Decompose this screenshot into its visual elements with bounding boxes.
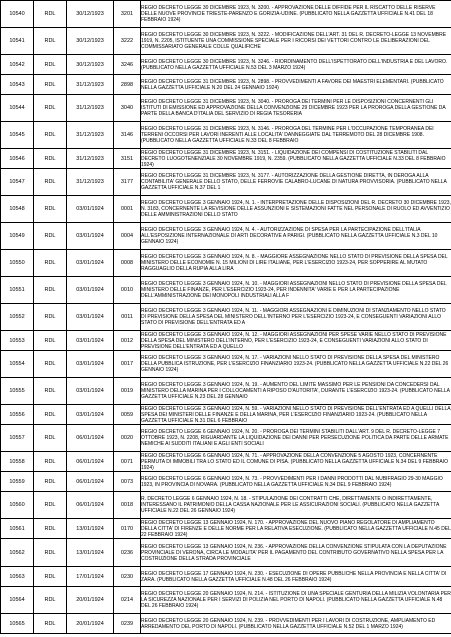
decree-description-cell bbox=[141, 169, 451, 196]
table-row bbox=[1, 95, 451, 122]
decree-description: REGIO DECRETO LEGGE 31 DICEMBRE 1923, N. 3151. - LIQUIDAZIONE DEI COMPENSI DI COSTITUZIONE STABILITI DAL DECRETO LUOGOTENENZIALE 30 NOVEMBRE 1919, N. 2359. (PUBBLICATO NELLA GAZZETTA UFFICIALE N.33 DEL 8 FEBBRAIO 1924) bbox=[141, 149, 446, 168]
decree-description: REGIO DECRETO LEGGE 6 GENNAIO 1924, N. 71. - APPROVAZIONE DELLA CONVENZIONE 5 AGOSTO 1923, CONCERNENTE PERMUTA DI IMMOBILI TRA LO STATO ED IL COMUNE DI PISA. (PUBBLICATO NELLA GAZZETTA UFFICIALE N.34 DEL 9 FEBBRAIO 1924) bbox=[141, 452, 449, 471]
decree-page: 0239 bbox=[114, 614, 141, 634]
table-row bbox=[1, 1, 451, 28]
decree-page: 0170 bbox=[114, 519, 141, 539]
decree-date: 30/12/1923 bbox=[67, 55, 114, 75]
decree-date: 03/01/1924 bbox=[67, 405, 114, 425]
decree-description-cell bbox=[141, 587, 451, 614]
decree-type: RDL bbox=[34, 425, 67, 452]
decree-date: 06/01/1924 bbox=[67, 425, 114, 452]
decree-page: 0012 bbox=[114, 331, 141, 351]
decree-type: RDL bbox=[34, 149, 67, 169]
decree-type: RDL bbox=[34, 277, 67, 304]
decree-description: REGIO DECRETO LEGGE 20 GENNAIO 1924, N. 214. - ISTITUZIONE DI UNA SPECIALE GENTURIA DELLA MILIZIA VOLONTARIA PER LA SICUREZZA NAZIONALE PER I SERVIZI DI POLIZIA NEL PORTO DI NAPOLI. (PUBBLICATO NELLA GAZZETTA UFFICIALE N.48 DEL 26 FEBBRAIO 1924) bbox=[141, 591, 451, 609]
decree-number: 10560 bbox=[1, 492, 34, 519]
decree-page: 0059 bbox=[114, 405, 141, 425]
decree-number: 10552 bbox=[1, 304, 34, 331]
decree-type: RDL bbox=[34, 587, 67, 614]
decree-description-cell bbox=[141, 405, 451, 425]
decree-description-cell bbox=[141, 472, 451, 492]
decree-date: 06/01/1924 bbox=[67, 452, 114, 472]
decree-page: 0001 bbox=[114, 196, 141, 223]
decree-description-cell bbox=[141, 250, 451, 277]
decree-type: RDL bbox=[34, 519, 67, 539]
decree-description: REGIO DECRETO LEGGE 17 GENNAIO 1924, N. 230. - ESECUZIONE DI OPERE PUBBLICHE NELLA PROVINCIA E NELLA CITTA' DI ZARA. (PUBBLICATO NELLA GAZZETTA UFFICIALE N.48 DEL 26 FEBBRAIO 1924) bbox=[141, 570, 447, 583]
decree-number: 10553 bbox=[1, 331, 34, 351]
table-row bbox=[1, 196, 451, 223]
decree-type: RDL bbox=[34, 250, 67, 277]
decree-date: 03/01/1924 bbox=[67, 378, 114, 405]
decree-number: 10551 bbox=[1, 277, 34, 304]
decree-type: RDL bbox=[34, 567, 67, 587]
decree-number: 10540 bbox=[1, 1, 34, 28]
decree-description-cell bbox=[141, 55, 451, 75]
decree-description-cell bbox=[141, 223, 451, 250]
decree-page: 0236 bbox=[114, 539, 141, 567]
decree-page: 3040 bbox=[114, 95, 141, 122]
decree-description: REGIO DECRETO LEGGE 3 GENNAIO 1924, N. 12. - MAGGIORI ASSEGNAZIONI PER SPESE VARIE NELLO STATO DI PREVISIONE DELLA SPESA DEL MINISTERO DELL'INTERNO, PER L'ESERCIZIO 1923-24, E CONSEGUENTI VARIAZIONI ALLO STATO DI PREVISIONE DELL'ENTRATA ED A QUELLO bbox=[141, 331, 447, 350]
decree-description-cell bbox=[141, 567, 451, 587]
decree-date: 20/01/1924 bbox=[67, 614, 114, 634]
decree-description-cell bbox=[141, 1, 451, 28]
decree-number: 10555 bbox=[1, 378, 34, 405]
decree-description-cell bbox=[141, 351, 451, 378]
decree-description: REGIO DECRETO LEGGE 31 DICEMBRE 1923, N. 3177. - AUTORIZZAZIONE DELLA GESTIONE DIRETTA, IN DEROGA ALLA CONTABILITA' GENERALE DELLO STATO, DELLE FERROVIE CALABRO-LUCANE DI NATURA PROVVISORIA. (PUBBLICATO NELLA GAZZETTA UFFICIALE N.37 DEL 1 bbox=[141, 173, 447, 191]
table-row bbox=[1, 614, 451, 634]
decree-date: 06/01/1924 bbox=[67, 472, 114, 492]
decree-description: REGIO DECRETO LEGGE 3 GENNAIO 1924, N. 1. - INTERPRETAZIONE DELLE DISPOSIZIONI DEL R. DECRETO 30 DICEMBRE 1923, N. 3183, CONCERNENTE LA REVISIONE DELLE ASSUNZIONI E SISTEMAZIONI FATTE NEL PERSONALE DI RUOLO ED AVVENTIZIO DELLE AMMINISTRAZIONI DELLO STATO bbox=[141, 200, 451, 218]
decree-type: RDL bbox=[34, 405, 67, 425]
decree-date: 03/01/1924 bbox=[67, 223, 114, 250]
decree-description-cell bbox=[141, 378, 451, 405]
decree-number: 10565 bbox=[1, 614, 34, 634]
decree-type: RDL bbox=[34, 472, 67, 492]
table-row bbox=[1, 277, 451, 304]
decree-description-cell bbox=[141, 331, 451, 351]
decree-date: 03/01/1924 bbox=[67, 331, 114, 351]
decree-description-cell bbox=[141, 539, 451, 567]
decree-date: 31/12/1923 bbox=[67, 122, 114, 149]
decree-description: REGIO DECRETO LEGGE 31 DICEMBRE 1923, N. 3146. - PROROGA DEL TERMINE PER L'OCCUPAZIONE TEMPORANEA DEI TERRENI OCCORSI PER LAVORI INERENTI ALLE LOCALITA' DANNEGGIATE DAL TERREMOTO DEL 28 DICEMBRE 1908. (PUBBLICATO NELLA GAZZETTA UFFICIALE N.33 DEL 8 FEBBRAIO bbox=[141, 126, 434, 144]
decree-description: REGIO DECRETO LEGGE 30 DICEMBRE 1923, N. 3246. - RIORDINAMENTO DELL'ISPETTORATO DELL'INDUSTRIA E DEL LAVORO. (PUBBLICATO NELLA GAZZETTA UFFICIALE N.53 DEL 3 MARZO 1924) bbox=[141, 58, 448, 71]
decree-description-cell bbox=[141, 28, 451, 55]
decree-page: 0010 bbox=[114, 277, 141, 304]
decree-number: 10557 bbox=[1, 425, 34, 452]
decree-description: REGIO DECRETO LEGGE 3 GENNAIO 1924, N. 8. - MAGGIORE ASSEGNAZIONE NELLO STATO DI PREVISIONE DELLA SPESA DEL MINISTERO DELLE ECONOMIE N. 15 MILIONI DI LIRE ITALIANE, PER L'ESERCIZIO 1923-24, PER SOPPERIRE AL MUTATO RAGGUAGLIO DELLA RUPIA ALLA LIRA bbox=[141, 254, 448, 272]
decree-description-cell bbox=[141, 277, 451, 304]
decree-description: REGIO DECRETO LEGGE 6 GENNAIO 1924, N. 73. - PROVVEDIMENTI PER I DANNI PRODOTTI DAL NUBIFRAGIO 29-30 MAGGIO 1923, IN PROVINCIA DI NOVARA. (PUBBLICATO NELLA GAZZETTA UFFICIALE N.34 DEL 9 FEBBRAIO 1924) bbox=[141, 475, 443, 488]
decree-description-cell bbox=[141, 75, 451, 95]
decree-type: RDL bbox=[34, 614, 67, 634]
decree-number: 10546 bbox=[1, 149, 34, 169]
table-row bbox=[1, 351, 451, 378]
decree-description: R. DECRETO LEGGE 6 GENNAIO 1924, N. 18. - STIPULAZIONE DEI CONTRATTI CHE, DIRETTAMENTE O INDIRETTAMENTE, INTERESSANO IL PATRIMONIO DELLA CASSA NAZIONALE PER LE ASSICURAZIONI SOCIALI. (PUBBLICATO NELLA GAZZETTA UFFICIALE N.22 DEL 26 GENNAIO 1924) bbox=[141, 496, 440, 514]
decree-date: 13/01/1924 bbox=[67, 539, 114, 567]
decree-page: 3246 bbox=[114, 55, 141, 75]
decree-page: 0020 bbox=[114, 425, 141, 452]
decree-date: 17/01/1924 bbox=[67, 567, 114, 587]
decree-page: 0017 bbox=[114, 351, 141, 378]
decree-type: RDL bbox=[34, 351, 67, 378]
decree-description: REGIO DECRETO LEGGE 6 GENNAIO 1924, N. 20. - PROROGA DEI TERMINI STABILITI DALL'ART. 9 DEL R. DECRETO-LEGGE 7 OTTOBRE 1923, N. 2208, RIGUARDANTE LA LIQUIDAZIONE DEI DANNI PER PERSECUZIONE POLITICA DA PARTE DELLE ARMATE NEMICHE AI SUDDITI ITALIANI E AGLI ENTI SOCIALI bbox=[141, 429, 449, 447]
decree-number: 10562 bbox=[1, 539, 34, 567]
decree-date: 03/01/1924 bbox=[67, 304, 114, 331]
decree-page: 0214 bbox=[114, 587, 141, 614]
decree-page: 0011 bbox=[114, 304, 141, 331]
table-row bbox=[1, 492, 451, 519]
decree-date: 03/01/1924 bbox=[67, 277, 114, 304]
decree-type: RDL bbox=[34, 331, 67, 351]
decree-date: 20/01/1924 bbox=[67, 587, 114, 614]
decree-type: RDL bbox=[34, 75, 67, 95]
decree-number: 10564 bbox=[1, 587, 34, 614]
table-row bbox=[1, 378, 451, 405]
decree-date: 31/12/1923 bbox=[67, 95, 114, 122]
decree-description-cell bbox=[141, 95, 451, 122]
decree-number: 10554 bbox=[1, 351, 34, 378]
decree-date: 03/01/1924 bbox=[67, 351, 114, 378]
table-row bbox=[1, 55, 451, 75]
decree-type: RDL bbox=[34, 539, 67, 567]
decree-description: REGIO DECRETO LEGGE 20 GENNAIO 1924, N. 239. - PROVVEDIMENTI PER I LAVORI DI COSTRUZIONE, AMPLIAMENTO ED ARREDAMENTO DEL PORTO DI NAPOLI. (PUBBLICATO NELLA GAZZETTA UFFICIALE N.52 DEL 1 MARZO 1924) bbox=[141, 617, 436, 630]
table-row bbox=[1, 405, 451, 425]
table-row bbox=[1, 587, 451, 614]
decree-type: RDL bbox=[34, 122, 67, 149]
decree-number: 10544 bbox=[1, 95, 34, 122]
decree-description-cell bbox=[141, 122, 451, 149]
decree-date: 30/12/1923 bbox=[67, 1, 114, 28]
decree-description-cell bbox=[141, 196, 451, 223]
decree-page: 3222 bbox=[114, 28, 141, 55]
decree-description-cell bbox=[141, 149, 451, 169]
decree-page: 3146 bbox=[114, 122, 141, 149]
decree-number: 10556 bbox=[1, 405, 34, 425]
decree-page: 0004 bbox=[114, 223, 141, 250]
decree-description: REGIO DECRETO LEGGE 30 DICEMBRE 1923, N. 3222. - MODIFICAZIONE DELL'ART. 31 DEL R. DECRETO-LEGGE 13 NOVEMBRE 1919, N. 2205, ISTITUENTE UNA COMMISSIONE SPECIALE PER I RICORSI DEI VETTORI CONTRO LE DELIBERAZIONI DEL COMMISSARIATO GENERALE COLLE QUALIFICHE bbox=[141, 32, 447, 50]
decree-description-cell bbox=[141, 492, 451, 519]
decree-type: RDL bbox=[34, 1, 67, 28]
table-row bbox=[1, 250, 451, 277]
decree-type: RDL bbox=[34, 452, 67, 472]
table-row bbox=[1, 223, 451, 250]
decree-number: 10548 bbox=[1, 196, 34, 223]
decree-number: 10550 bbox=[1, 250, 34, 277]
decree-page: 0230 bbox=[114, 567, 141, 587]
table-row bbox=[1, 149, 451, 169]
table-row bbox=[1, 331, 451, 351]
decree-number: 10559 bbox=[1, 472, 34, 492]
table-row bbox=[1, 472, 451, 492]
decree-type: RDL bbox=[34, 196, 67, 223]
decree-description: REGIO DECRETO LEGGE 13 GENNAIO 1924, N. 170. - APPROVAZIONE DEL NUOVO PIANO REGOLATORE DI AMPLIAMENTO DELLA CITTA' DI FIRENZE E DELLE NORME PER LA RELATIVA ESECUZIONE. (PUBBLICATO NELLA GAZZETTA UFFICIALE N.45 DEL 22 FEBBRAIO 1924) bbox=[141, 519, 451, 538]
decree-number: 10563 bbox=[1, 567, 34, 587]
table-row bbox=[1, 567, 451, 587]
decree-date: 03/01/1924 bbox=[67, 250, 114, 277]
decree-type: RDL bbox=[34, 378, 67, 405]
decree-date: 31/12/1923 bbox=[67, 149, 114, 169]
decree-number: 10558 bbox=[1, 452, 34, 472]
table-row bbox=[1, 75, 451, 95]
decree-page: 3151 bbox=[114, 149, 141, 169]
table-row bbox=[1, 28, 451, 55]
decree-page: 0071 bbox=[114, 452, 141, 472]
table-row bbox=[1, 122, 451, 149]
decree-number: 10541 bbox=[1, 28, 34, 55]
decree-register-body bbox=[1, 1, 451, 634]
decree-type: RDL bbox=[34, 169, 67, 196]
table-row bbox=[1, 304, 451, 331]
decree-description: REGIO DECRETO LEGGE 3 GENNAIO 1924, N. 17. - VARIAZIONI NELLO STATO DI PREVISIONE DELLA SPESA DEL MINISTERO DELLA PUBBLICA ISTRUZIONE, PER L'ESERCIZIO FINANZIARIO 1923-24. (PUBBLICATO NELLA GAZZETTA UFFICIALE N.22 DEL 26 GENNAIO 1924) bbox=[141, 355, 449, 373]
decree-type: RDL bbox=[34, 223, 67, 250]
decree-type: RDL bbox=[34, 304, 67, 331]
decree-description: REGIO DECRETO LEGGE 3 GENNAIO 1924, N. 10. - MAGGIORI ASSEGNAZIONI NELLO STATO DI PREVISIONE DELLA SPESA DEL MINISTERO DELLE FINANZE, PER L'ESERCIZIO 1923-24, PER INDENNITA' VARIE E PER LA PARTECIPAZIONE DELL'AMMINISTRAZIONE DEI MONOPOLI INDUSTRIALI ALLA F bbox=[141, 281, 447, 299]
decree-type: RDL bbox=[34, 28, 67, 55]
decree-description: REGIO DECRETO LEGGE 31 DICEMBRE 1923, N. 2898. - PROVVEDIMENTI A FAVORE DEI MAESTRI ELEMENTARI. (PUBBLICATO NELLA GAZZETTA UFFICIALE N.20 DEL 24 GENNAIO 1924) bbox=[141, 78, 444, 91]
decree-date: 30/12/1923 bbox=[67, 28, 114, 55]
decree-page: 0019 bbox=[114, 378, 141, 405]
decree-type: RDL bbox=[34, 492, 67, 519]
decree-number: 10561 bbox=[1, 519, 34, 539]
decree-type: RDL bbox=[34, 95, 67, 122]
decree-description: REGIO DECRETO LEGGE 3 GENNAIO 1924, N. 59. - VARIAZIONI NELLO STATO DI PREVISIONE DELL'ENTRATA ED A QUELLI DELLA SPESA DEI MINISTERI DELLE FINANZE E DELLA MARINA, PER L'ESERCIZIO FINANZIARIO 1923-24. (PUBBLICATO NELLA GAZZETTA UFFICIALE N.31 DEL 6 FEBBRAIO bbox=[141, 405, 451, 424]
decree-number: 10547 bbox=[1, 169, 34, 196]
decree-number: 10545 bbox=[1, 122, 34, 149]
decree-page: 0073 bbox=[114, 472, 141, 492]
decree-description-cell bbox=[141, 304, 451, 331]
decree-date: 06/01/1924 bbox=[67, 492, 114, 519]
decree-page: 0018 bbox=[114, 492, 141, 519]
decree-description: REGIO DECRETO LEGGE 13 GENNAIO 1924, N. 236. - APPROVAZIONE DELLA CONVENZIONE STIPULATA CON LA DEPUTAZIONE PROVINCIALE DI VERONA, CIRCA LE MODALITA' PER IL PAGAMENTO DEL CONTRIBUTO GOVERNATIVO NELLA SPESA PER LA COSTRUZIONE DELLA STRADA PROVINCIALE bbox=[141, 543, 447, 562]
table-row bbox=[1, 452, 451, 472]
table-row bbox=[1, 425, 451, 452]
table-row bbox=[1, 539, 451, 567]
decree-description: REGIO DECRETO LEGGE 31 DICEMBRE 1923, N. 3040. - PROROGA DEI TERMINI PER LE DISPOSIZIONI CONCERNENTI GLI ISTITUTI DI EMISSIONE ED APPROVAZIONE DELLA CONVENZIONE 29 DICEMBRE 1923 PER LA PROROGA DELLA GESTIONE DA PARTE DELLA BANCA D'ITALIA DEL SERVIZIO DI REGIA TESORERIA bbox=[141, 99, 446, 117]
table-row bbox=[1, 169, 451, 196]
decree-description-cell bbox=[141, 452, 451, 472]
decree-number: 10542 bbox=[1, 55, 34, 75]
decree-description: REGIO DECRETO LEGGE 3 GENNAIO 1924, N. 19. - AUMENTO DEL LIMITE MASSIMO PER LE PENSIONI DA CONCEDERSI DAL MINISTERO DELLA MARINA PER I COLLOCAMENTI A RIPOSO D'AUTORITA', DURANTE L'ESERCIZIO 1923-24. (PUBBLICATO NELLA GAZZETTA UFFICIALE N.23 DEL 28 GENNAIO bbox=[141, 382, 450, 400]
decree-description: REGIO DECRETO LEGGE 3 GENNAIO 1924, N. 4. - AUTORIZZAZIONE DI SPESA PER LA PARTECIPAZIONE DELL'ITALIA ALL'ESPOSIZIONE INTERNAZIONALE DI ARTI DECORATIVE A PARIGI. (PUBBLICATO NELLA GAZZETTA UFFICIALE N.3 DEL 10 GENNAIO 1924) bbox=[141, 227, 438, 245]
decree-page: 3201 bbox=[114, 1, 141, 28]
decree-date: 03/01/1924 bbox=[67, 196, 114, 223]
decree-page: 3177 bbox=[114, 169, 141, 196]
decree-number: 10543 bbox=[1, 75, 34, 95]
decree-description: REGIO DECRETO LEGGE 3 GENNAIO 1924, N. 11. - MAGGIORI ASSEGNAZIONI E DIMINUZIONI DI STANZIAMENTO NELLO STATO DI PREVISIONE DELLA SPESA DEL MINISTERO DELL'INTERNO PER L'ESERCIZIO 1923-24, E CONSEGUENTI VARIAZIONI ALLO STATO DI PREVISIONE DELL'ENTRATA ED A bbox=[141, 308, 446, 326]
decree-description-cell bbox=[141, 425, 451, 452]
decree-type: RDL bbox=[34, 55, 67, 75]
decree-date: 31/12/1923 bbox=[67, 75, 114, 95]
table-row bbox=[1, 519, 451, 539]
decree-page: 2898 bbox=[114, 75, 141, 95]
decree-description-cell bbox=[141, 614, 451, 634]
decree-date: 31/12/1923 bbox=[67, 169, 114, 196]
decree-description-cell bbox=[141, 519, 451, 539]
decree-description: REGIO DECRETO LEGGE 30 DICEMBRE 1923, N. 3200. - APPROVAZIONE DELLE DIFFIDE PER IL RISCATTO DELLE RISERVE DELLE NUOVE PROVINCIE TRIESTE-PARENZO E GORIZIA-UDINE. (PUBBLICATO NELLA GAZZETTA UFFICIALE N.41 DEL 18 FEBBRAIO 1924) bbox=[141, 5, 436, 23]
decree-date: 13/01/1924 bbox=[67, 519, 114, 539]
decree-page: 0008 bbox=[114, 250, 141, 277]
decree-number: 10549 bbox=[1, 223, 34, 250]
